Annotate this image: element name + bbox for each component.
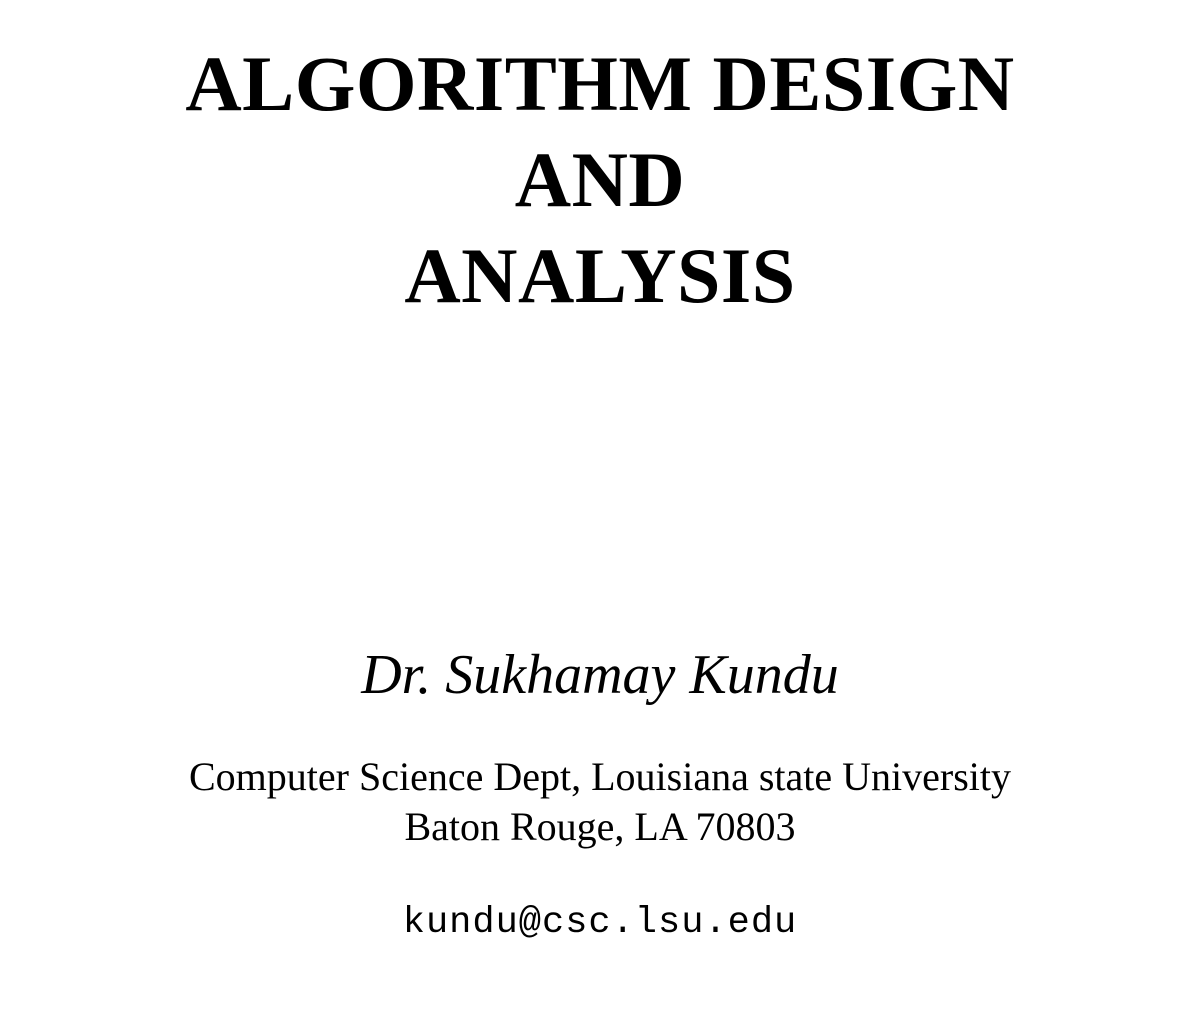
title-line-1: ALGORITHM DESIGN [185, 40, 1015, 127]
affiliation-address: Baton Rouge, LA 70803 [404, 804, 796, 849]
title-line-3: ANALYSIS [404, 232, 796, 319]
title-line-2: AND [514, 136, 686, 223]
affiliation-department: Computer Science Dept, Louisiana state University [188, 754, 1011, 799]
author-affiliation [0, 752, 1200, 852]
author-name: Dr. Sukhamay Kundu [361, 644, 839, 706]
document-title [0, 36, 1200, 324]
author-email: kundu@csc.lsu.edu [402, 902, 798, 944]
